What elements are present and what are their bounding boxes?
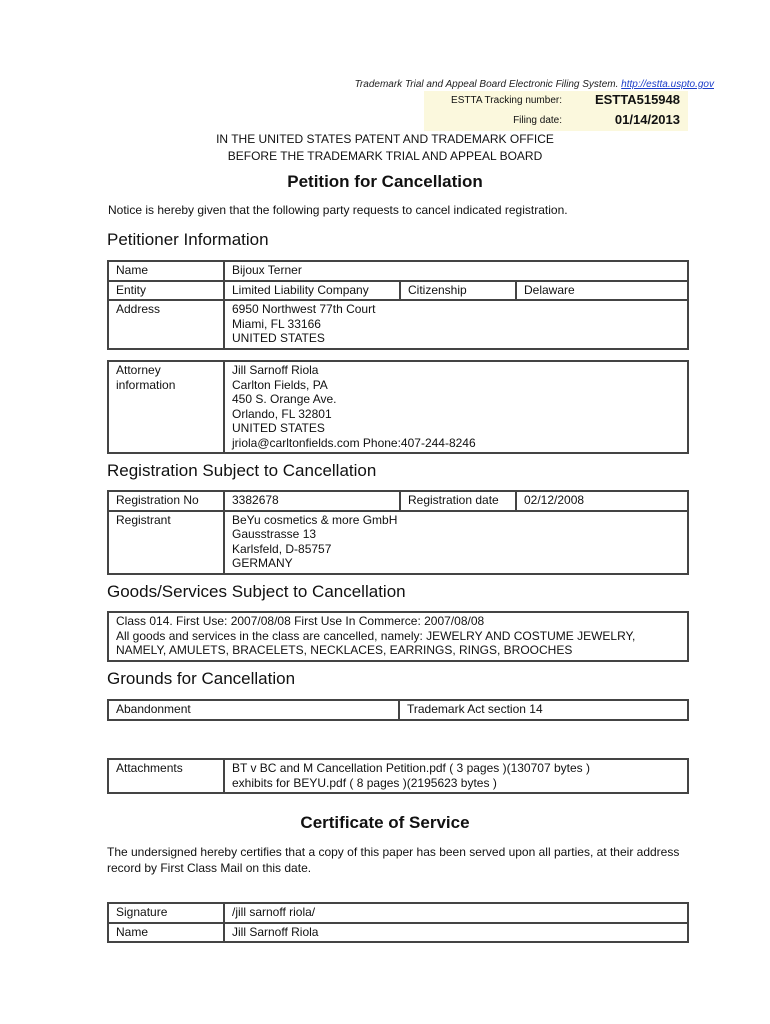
registrant-info: BeYu cosmetics & more GmbH Gausstrasse 13 Karlsfeld, D-85757 GERMANY	[224, 511, 688, 574]
signer-name: Jill Sarnoff Riola	[224, 923, 688, 943]
registrant-label: Registrant	[108, 511, 224, 574]
signer-name-label: Name	[108, 923, 224, 943]
signature-table	[107, 902, 689, 943]
entity-label: Entity	[108, 281, 224, 301]
petitioner-name: Bijoux Terner	[224, 261, 688, 281]
system-link[interactable]: http://estta.uspto.gov	[621, 79, 714, 90]
citizenship-label: Citizenship	[400, 281, 516, 301]
filing-date: 01/14/2013	[614, 112, 680, 127]
certificate-text: The undersigned hereby certifies that a copy of this paper has been served upon all parties, at their address record by First Class Mail on this date.	[107, 845, 680, 875]
address-label: Address	[108, 300, 224, 349]
petitioner-heading: Petitioner Information	[107, 230, 269, 249]
signature-value: /jill sarnoff riola/	[224, 903, 688, 923]
petitioner-address: 6950 Northwest 77th Court Miami, FL 33166 UNITED STATES	[224, 300, 688, 349]
registration-number-label: Registration No	[108, 491, 224, 511]
attachments-label: Attachments	[108, 759, 224, 793]
registration-heading: Registration Subject to Cancellation	[107, 461, 377, 480]
tracking-box	[424, 91, 688, 131]
name-label: Name	[108, 261, 224, 281]
petitioner-table	[107, 260, 689, 350]
system-line: Trademark Trial and Appeal Board Electronic Filing System.	[354, 79, 619, 90]
ground-abandonment: Abandonment	[108, 700, 399, 720]
grounds-heading: Grounds for Cancellation	[107, 669, 296, 688]
registration-date: 02/12/2008	[516, 491, 688, 511]
goods-heading: Goods/Services Subject to Cancellation	[107, 582, 406, 601]
grounds-table	[107, 699, 689, 721]
tracking-label: ESTTA Tracking number:	[451, 95, 562, 106]
petition-title: Petition for Cancellation	[287, 172, 483, 191]
ground-basis: Trademark Act section 14	[399, 700, 688, 720]
registration-number: 3382678	[224, 491, 400, 511]
petitioner-citizenship: Delaware	[516, 281, 688, 301]
system-header	[300, 79, 714, 90]
registration-table	[107, 490, 689, 575]
signature-label: Signature	[108, 903, 224, 923]
petitioner-entity: Limited Liability Company	[224, 281, 400, 301]
petition-notice: Notice is hereby given that the following party requests to cancel indicated registration.	[108, 203, 568, 217]
goods-table	[107, 611, 689, 662]
registration-date-label: Registration date	[400, 491, 516, 511]
attorney-label: Attorney information	[108, 361, 224, 453]
office-line-1: IN THE UNITED STATES PATENT AND TRADEMARK OFFICE	[216, 132, 554, 146]
attorney-info: Jill Sarnoff Riola Carlton Fields, PA 450 S. Orange Ave. Orlando, FL 32801 UNITED STATES jriola@carltonfields.com Phone:407-244-8246	[224, 361, 688, 453]
attachments-table	[107, 758, 689, 794]
goods-text: Class 014. First Use: 2007/08/08 First Use In Commerce: 2007/08/08 All goods and services in the class are cancelled, namely: JEWELRY AND COSTUME JEWELRY, NAMELY, AMULETS, BRACELETS, NECKLACES, EARRINGS, RINGS, BROOCHES	[108, 612, 688, 661]
attorney-table	[107, 360, 689, 454]
office-line-2: BEFORE THE TRADEMARK TRIAL AND APPEAL BOARD	[227, 149, 543, 163]
attachments-files: BT v BC and M Cancellation Petition.pdf ( 3 pages )(130707 bytes ) exhibits for BEYU.pdf ( 8 pages )(2195623 bytes )	[224, 759, 688, 793]
office-heading	[0, 131, 770, 165]
tracking-number: ESTTA515948	[594, 92, 680, 107]
certificate-title: Certificate of Service	[300, 813, 470, 832]
filing-date-label: Filing date:	[513, 115, 562, 126]
